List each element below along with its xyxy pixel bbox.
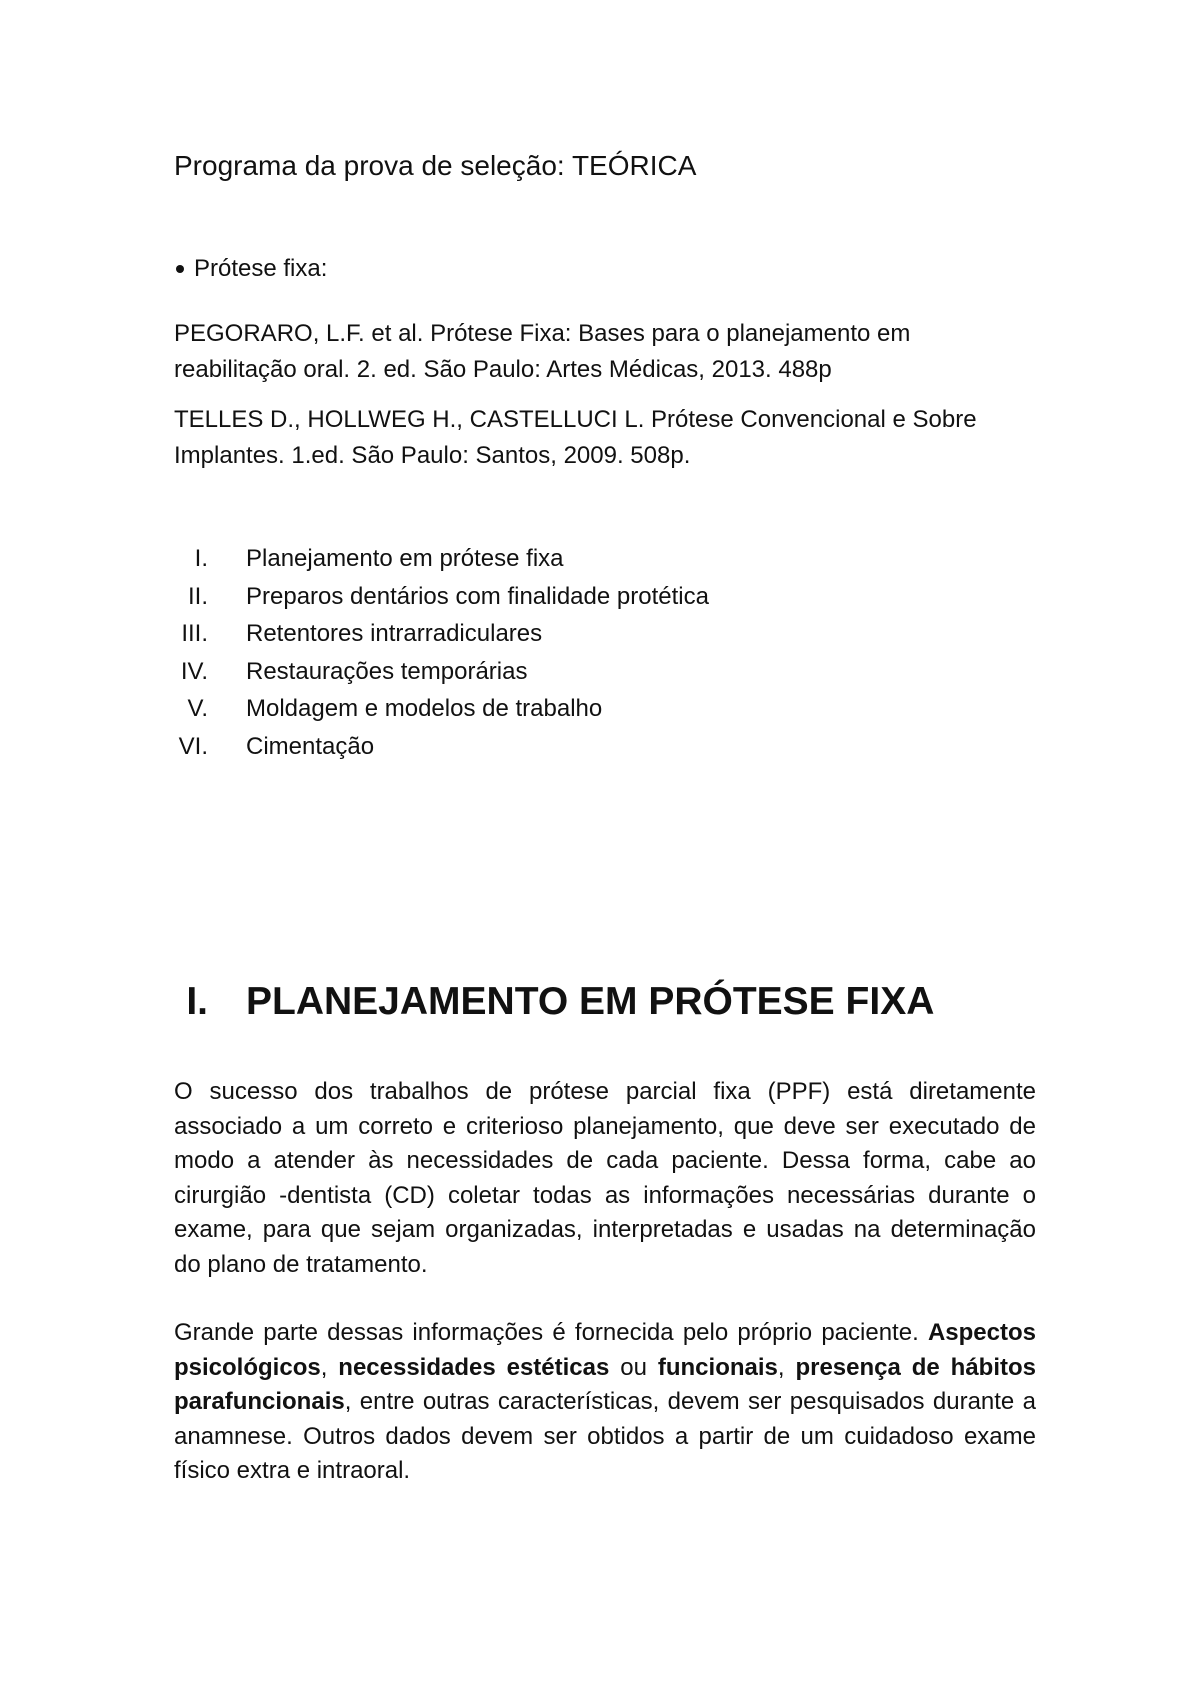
topic-label: Restaurações temporárias: [246, 657, 528, 685]
document-content: [174, 146, 1036, 1489]
topic-list: [174, 540, 1036, 765]
section-title: PLANEJAMENTO EM PRÓTESE FIXA: [246, 980, 935, 1023]
emphasis-aesthetic-needs: necessidades estéticas: [338, 1353, 610, 1381]
paragraph-intro: Grande parte dessas informações é fornecida pelo próprio paciente.: [174, 1319, 919, 1346]
topic-item: [174, 653, 1036, 691]
bullet-item: [174, 252, 1036, 286]
bullet-icon: [176, 265, 184, 273]
separator-text: ou: [609, 1353, 658, 1381]
topic-item: [174, 690, 1036, 728]
paragraph-rest: , entre outras características, devem ser pesquisados durante a anamnese. Outros dados devem ser obtidos a partir de um cuidadoso exame físico extra e intraoral.: [174, 1388, 1036, 1484]
topic-label: Cimentação: [246, 732, 375, 760]
section-heading: [174, 977, 1036, 1027]
emphasis-parafunctional-habits: presença de hábitos parafuncionais: [174, 1353, 1036, 1415]
topic-item: [174, 540, 1036, 578]
topic-label: Retentores intrarradiculares: [246, 620, 543, 647]
topic-label: Preparos dentários com finalidade protética: [246, 582, 709, 610]
topic-label: Planejamento em prótese fixa: [246, 545, 564, 572]
program-title: Programa da prova de seleção: TEÓRICA: [174, 150, 697, 181]
emphasis-psychological-aspects: Aspectos psicológicos: [174, 1319, 1037, 1381]
separator-text: ,: [777, 1353, 796, 1381]
paragraph-planning-success: O sucesso dos trabalhos de prótese parcial fixa (PPF) está diretamente associado a um correto e criterioso planejamento, que deve ser executado de modo a atender às necessidades de cada paciente. Dessa forma, cabe ao cirurgião -dentista (CD) coletar todas as informações necessárias durante o exame, para que sejam organizadas, interpretadas e usadas na determinação do plano de tratamento.: [174, 1078, 1036, 1278]
topic-item: [174, 728, 1036, 766]
section-number: I.: [186, 980, 208, 1023]
bullet-item-label: Prótese fixa:: [194, 255, 328, 282]
reference-pegoraro: PEGORARO, L.F. et al. Prótese Fixa: Bases para o planejamento em reabilitação oral. 2. ed. São Paulo: Artes Médicas, 2013. 488p: [174, 320, 911, 383]
topic-label: Moldagem e modelos de trabalho: [246, 695, 603, 722]
emphasis-functional: funcionais: [657, 1353, 778, 1381]
topic-number: I.: [194, 545, 208, 572]
topic-number: V.: [187, 695, 208, 722]
topic-item: [174, 578, 1036, 616]
reference-telles: TELLES D., HOLLWEG H., CASTELLUCI L. Prótese Convencional e Sobre Implantes. 1.ed. São Paulo: Santos, 2009. 508p.: [174, 406, 977, 469]
topic-item: [174, 615, 1036, 653]
topic-number: II.: [187, 582, 208, 610]
topic-number: III.: [181, 620, 208, 647]
topic-number: VI.: [178, 732, 208, 760]
topic-number: IV.: [180, 657, 208, 685]
paragraph-patient-information: [174, 1316, 1036, 1489]
separator-text: ,: [320, 1353, 339, 1381]
